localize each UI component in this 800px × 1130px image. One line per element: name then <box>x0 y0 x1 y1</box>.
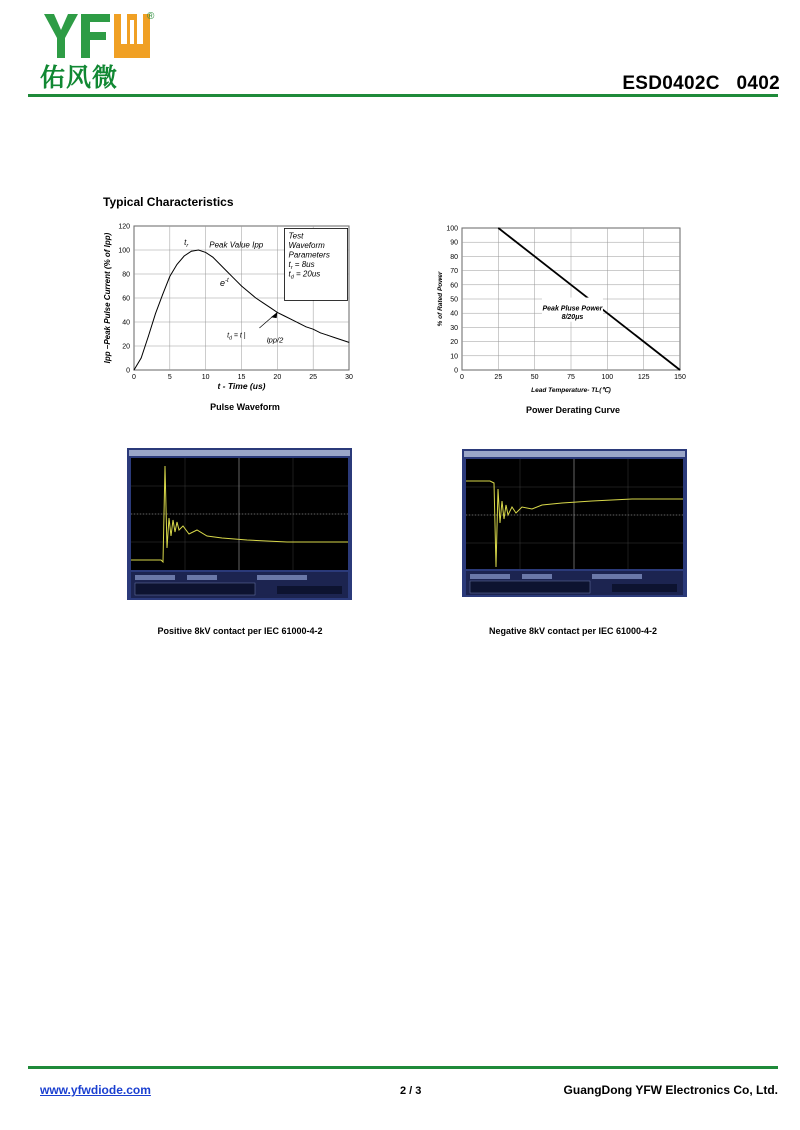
box-td-value: = 20us <box>293 269 321 279</box>
td-subscript: d <box>229 335 232 342</box>
data-point <box>205 252 206 253</box>
company-logo <box>44 14 154 62</box>
box-tr-text: t <box>288 259 291 269</box>
x-tick-label: 25 <box>309 374 318 381</box>
y-tick-label: 30 <box>450 324 458 332</box>
x-tick-label: 20 <box>273 374 282 381</box>
ipp-half-label: Ipp/2 <box>266 335 284 345</box>
data-point <box>177 264 178 265</box>
box-line-parameters: Parameters <box>288 250 330 260</box>
tr-subscript: r <box>186 243 189 250</box>
logo-letter-f <box>81 14 110 58</box>
scope-positive-caption: Positive 8kV contact per IEC 61000-4-2 <box>157 626 323 636</box>
footer-divider <box>28 1066 778 1069</box>
data-point <box>349 342 350 343</box>
y-tick-label: 40 <box>122 319 130 327</box>
data-point <box>263 302 264 303</box>
box-td-text: t <box>288 269 291 279</box>
peak-pulse-power-label: Peak Pluse Power <box>542 305 603 313</box>
y-tick-label: 20 <box>450 339 458 347</box>
box-td-subscript: d <box>290 274 294 281</box>
data-point <box>255 298 256 299</box>
data-point <box>234 278 235 279</box>
data-point <box>241 286 242 287</box>
y-tick-label: 60 <box>122 295 130 303</box>
section-title: Typical Characteristics <box>103 195 234 209</box>
tr-text: t <box>184 238 187 248</box>
peak-value-label: Peak Value Ipp <box>209 240 264 250</box>
box-line-waveform: Waveform <box>288 240 325 250</box>
data-point <box>162 294 163 295</box>
data-point <box>291 319 292 320</box>
data-point <box>313 329 314 330</box>
y-tick-label: 70 <box>450 268 458 276</box>
data-point <box>141 358 142 359</box>
exp-base: e <box>220 278 226 288</box>
y-tick-label: 20 <box>122 343 130 351</box>
x-tick-label: 0 <box>132 374 136 381</box>
y-tick-label: 120 <box>118 223 130 231</box>
td-text: t <box>227 332 230 340</box>
y-tick-label: 90 <box>450 239 458 247</box>
data-point <box>334 337 335 338</box>
x-tick-label: 10 <box>201 374 210 381</box>
x-tick-label: 15 <box>237 374 246 381</box>
scope-negative-caption: Negative 8kV contact per IEC 61000-4-2 <box>488 626 658 636</box>
data-point <box>327 335 328 336</box>
box-line-test: Test <box>288 231 304 241</box>
exp-power: -t <box>225 278 229 284</box>
y-tick-label: 80 <box>450 253 458 261</box>
x-tick-label: 0 <box>460 374 464 381</box>
data-point <box>191 251 192 252</box>
y-tick-label: 80 <box>122 271 130 279</box>
company-name: GuangDong YFW Electronics Co, Ltd. <box>563 1083 778 1097</box>
logo-letter-y <box>44 14 78 58</box>
data-point <box>320 332 321 333</box>
data-point <box>306 326 307 327</box>
data-point <box>227 271 228 272</box>
data-point <box>284 316 285 317</box>
x-axis-label: t - Time (us) <box>217 381 266 391</box>
website-link[interactable]: www.yfwdiode.com <box>40 1083 151 1097</box>
y-tick-label: 0 <box>126 367 130 375</box>
data-point <box>148 336 149 337</box>
data-point <box>298 323 299 324</box>
data-point <box>270 307 271 308</box>
scope-negative-image <box>462 449 687 597</box>
header-divider <box>28 94 778 97</box>
x-tick-label: 30 <box>345 374 353 381</box>
y-tick-label: 60 <box>450 282 458 290</box>
box-tr-subscript: r <box>290 264 293 271</box>
data-point <box>184 256 185 257</box>
part-number: ESD0402C 0402 <box>622 73 780 94</box>
data-point <box>220 264 221 265</box>
x-tick-label: 5 <box>167 374 172 381</box>
y-tick-label: 50 <box>450 296 458 304</box>
data-point <box>248 292 249 293</box>
data-point <box>341 340 342 341</box>
y-axis-label: Ipp –Peak Pulse Current (% of Ipp) <box>103 232 112 364</box>
x-tick-label: 150 <box>674 374 686 381</box>
data-point <box>198 250 199 251</box>
power-derating-caption: Power Derating Curve <box>525 405 621 415</box>
pulse-waveform-chart <box>100 218 365 393</box>
x-tick-label: 25 <box>494 374 503 381</box>
box-tr-value: = 8us <box>292 259 315 269</box>
page-number: 2 / 3 <box>400 1085 422 1097</box>
data-point <box>498 228 499 229</box>
y-tick-label: 40 <box>450 310 458 318</box>
x-tick-label: 50 <box>530 374 539 381</box>
y-tick-label: 10 <box>450 353 458 361</box>
pulse-spec-label: 8/20μs <box>561 313 584 321</box>
logo-chinese-name: 佑风微 <box>40 63 119 92</box>
x-tick-label: 125 <box>637 374 650 381</box>
pulse-waveform-caption: Pulse Waveform <box>210 402 280 412</box>
data-point <box>680 370 681 371</box>
td-equals: = t | <box>231 332 246 340</box>
data-point <box>134 370 135 371</box>
y-tick-label: 100 <box>118 247 130 255</box>
y-tick-label: 100 <box>446 225 458 233</box>
x-axis-label: Lead Temperature- TL(℃) <box>531 387 611 394</box>
logo-letter-w <box>114 14 150 58</box>
x-tick-label: 100 <box>601 374 614 381</box>
scope-positive-image <box>127 448 352 600</box>
registered-mark: ® <box>147 11 155 22</box>
x-tick-label: 75 <box>567 374 575 381</box>
data-point <box>169 276 170 277</box>
y-axis-label: % of Rated Power <box>437 271 444 327</box>
power-derating-chart <box>430 218 695 398</box>
data-point <box>212 257 213 258</box>
y-tick-label: 0 <box>454 367 458 375</box>
data-point <box>155 313 156 314</box>
